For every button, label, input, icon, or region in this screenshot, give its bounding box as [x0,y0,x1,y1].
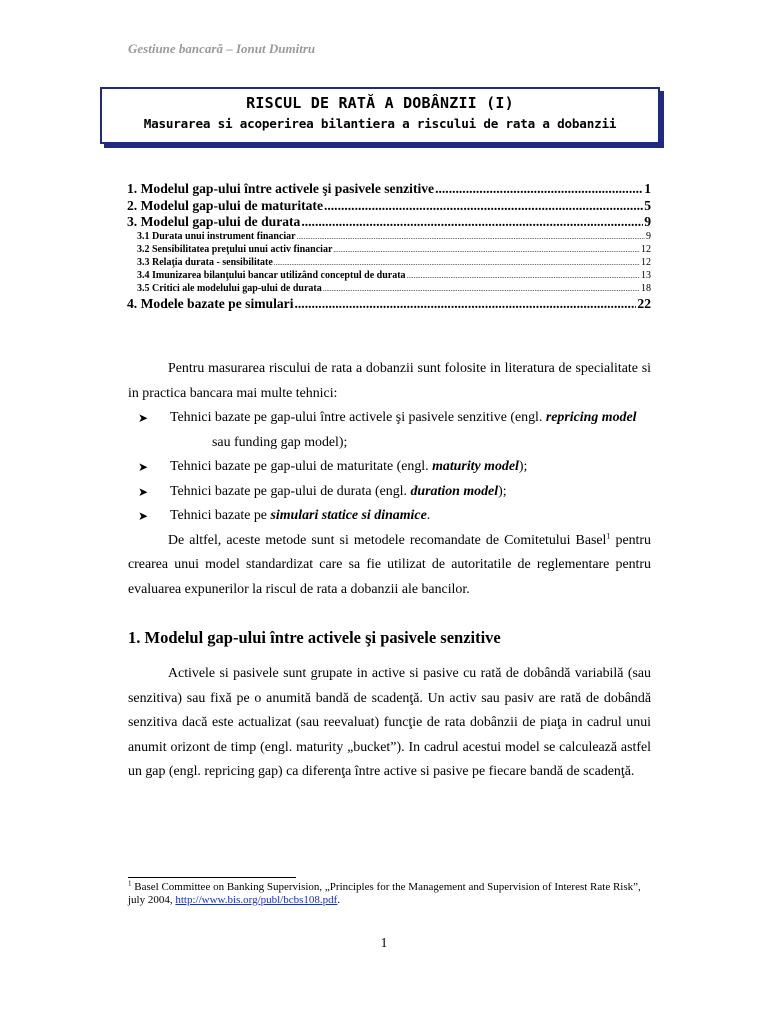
list-item: ➤ Tehnici bazate pe simulari statice si dinamice. [128,504,651,529]
footnote: $^1$ Basel Committee on Banking Supervision, „Principles for the Management and Supervision of Interest Rate Risk”, july 2004, http://www.bis.org/publ/bcbs108.pdf. [128,879,641,906]
arrow-bullet-icon: ➤ [138,509,149,523]
toc-page-number: 12 [641,243,651,255]
title-box [100,87,660,144]
list-item: ➤ Tehnici bazate pe gap-ului de durata (engl. duration model); [128,480,651,505]
toc-subentry[interactable]: 3.2 Sensibilitatea preţului unui activ financiar ..... 12 [127,244,651,257]
toc-subentry[interactable]: 3.4 Imunizarea bilanţului bancar utilizând conceptul de durata ..... 13 [127,270,651,283]
toc-page-number: 1 [644,181,651,196]
toc-entry[interactable]: 3. Modelul gap-ului de durata ..... 9 [127,214,651,231]
toc-page-number: 9 [646,230,651,242]
footnote-link[interactable]: http://www.bis.org/publ/bcbs108.pdf [175,893,338,906]
footnote-divider [128,877,296,878]
toc-subentry[interactable]: 3.5 Critici ale modelului gap-ului de durata ..... 18 [127,283,651,296]
section1-body [128,662,651,785]
arrow-bullet-icon: ➤ [138,460,149,474]
toc-subentry[interactable]: 3.1 Durata unui instrument financiar ..... 9 [127,231,651,244]
table-of-contents [127,181,651,313]
toc-page-number: 12 [641,256,651,268]
toc-entry[interactable]: 1. Modelul gap-ului între activele şi pasivele senzitive ..... 1 [127,181,651,198]
running-header: Gestiune bancară – Ionut Dumitru [128,41,316,56]
techniques-list [128,406,651,529]
section1-paragraph: Activele si pasivele sunt grupate in active si pasive cu rată de dobândă variabilă (sau senzitiva) sau fixă pe o anumită bandă de scadenţă. Un activ sau pasiv are rată de dobândă senzitiva dacă este actualizat (sau reevaluat) funcţie de rata dobânzii de piaţa in cadrul unui anumit orizont de timp (engl. maturity „bucket”). In cadrul acestui model se calculează astfel un gap (engl. repricing gap) ca diferenţa între active si pasive pe fiecare bandă de scadenţă. [128,666,651,779]
page-number: 1 [380,935,388,950]
toc-page-number: 9 [644,214,651,229]
list-item: ➤ Tehnici bazate pe gap-ului de maturitate (engl. maturity model); [128,455,651,480]
footnote-ref[interactable]: 1 [606,530,611,540]
intro-paragraph: Pentru masurarea riscului de rata a dobanzii sunt folosite in literatura de specialitate si in practica bancara mai multe tehnici: [128,361,651,401]
toc-entry[interactable]: 4. Modele bazate pe simulari ..... 22 [127,296,651,313]
toc-page-number: 18 [641,283,651,295]
toc-page-number: 22 [637,296,651,312]
basel-paragraph: De altfel, aceste metode sunt si metodele recomandate de Comitetului Basel$^1$ pentru crearea unui model standardizat care sa fie utilizat de autoritatile de reglementare pentru evaluarea expunerilor la riscul de rata a dobanzii ale bancilor. [128,530,651,597]
intro-section [128,357,651,602]
arrow-bullet-icon: ➤ [138,411,149,425]
document-title: RISCUL DE RATĂ A DOBÂNZII (I) [246,94,514,112]
document-subtitle: Masurarea si acoperirea bilantiera a riscului de rata a dobanzii [143,116,617,131]
arrow-bullet-icon: ➤ [138,484,149,499]
toc-page-number: 5 [644,197,651,213]
list-item: ➤ Tehnici bazate pe gap-ului între activele şi pasivele senzitive (engl. repricing model sau funding gap model); [128,406,651,455]
toc-entry[interactable]: 2. Modelul gap-ului de maturitate ..... 5 [127,198,651,215]
section-heading: 1. Modelul gap-ului între activele şi pasivele senzitive [128,628,501,647]
toc-subentry[interactable]: 3.3 Relaţia durata - sensibilitate ..... 12 [127,257,651,270]
toc-page-number: 13 [641,270,651,282]
